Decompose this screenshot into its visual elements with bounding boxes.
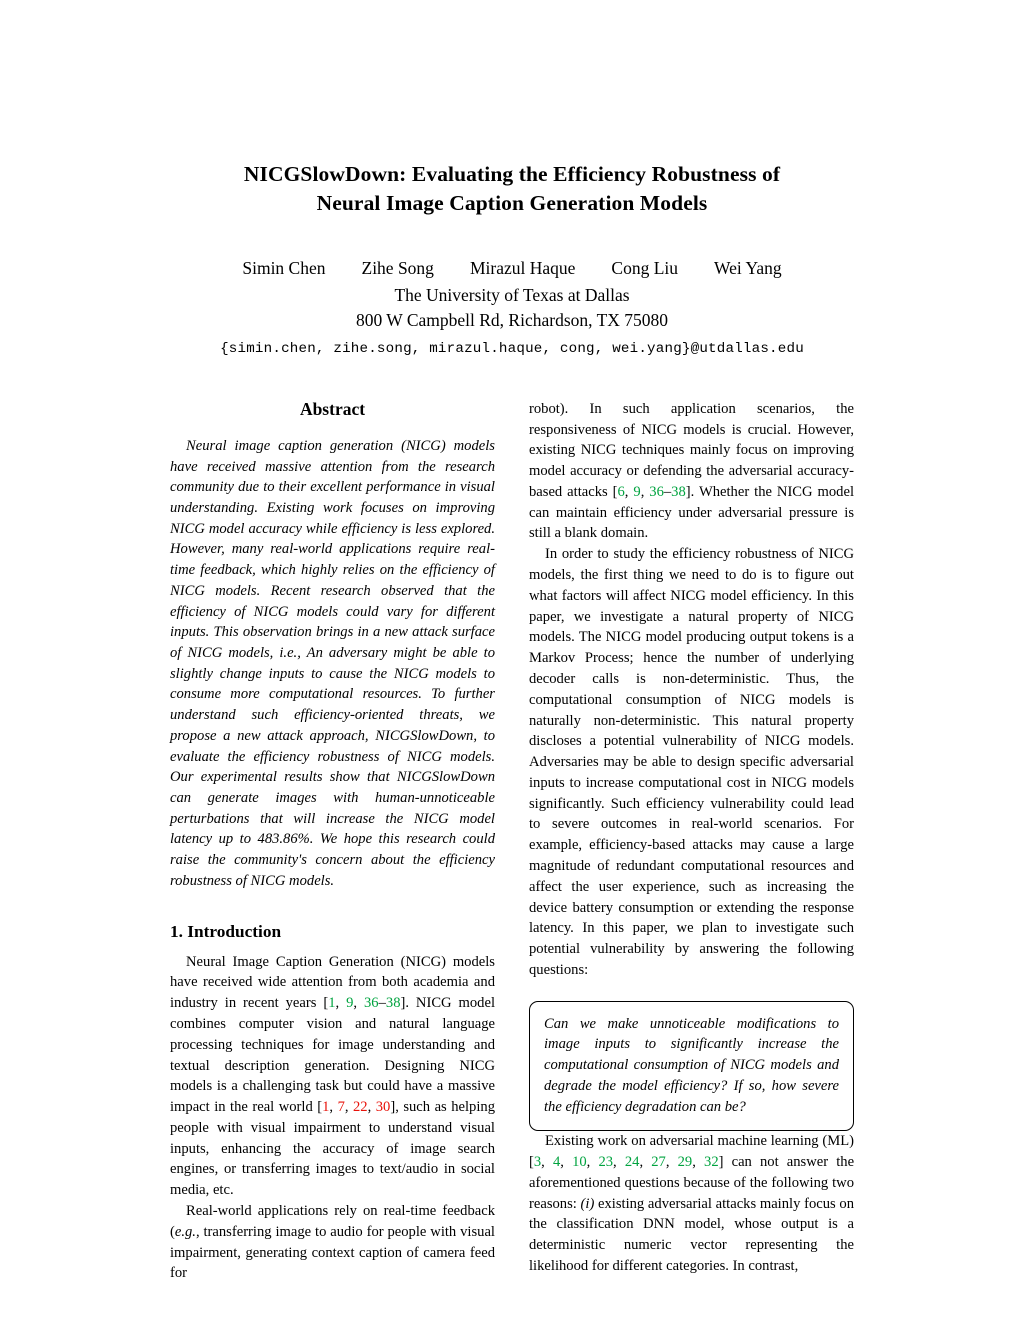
intro-p1-text-c: ], such as helping people with visual impairment to understand visual inputs, enhancing the accuracy of image search engines, or transferring images to text/audio in social media, etc.: [170, 1099, 495, 1199]
intro-p1-text-a: Neural Image Caption Generation (NICG) models have received wide attention from both academia and industry in recent years [: [170, 953, 495, 1012]
right-p1-sep: ,: [624, 483, 634, 500]
right-p3-sep: ,: [613, 1154, 625, 1171]
right-p3-italic: (i): [580, 1195, 595, 1212]
author-name: Zihe Song: [361, 258, 434, 279]
citation-link[interactable]: 6: [617, 483, 625, 500]
abstract-paragraph: Neural image caption generation (NICG) models have received massive attention from the research community due to their excellent performance in visual understanding. Existing work focuses on improving NICG model accuracy while efficiency is less explored. However, many real-world applications require real-time feedback, which highly relies on the efficiency of NICG models. Recent research observed that the efficiency of NICG models could vary for different inputs. This observation brings in a new attack surface of NICG models, i.e., An adversary might be able to slightly change inputs to cause the NICG models to consume more computational resources. To further understand such efficiency-oriented threats, we propose a new attack approach, NICGSlowDown, to evaluate the efficiency robustness of NICG models. Our experimental results show that NICGSlowDown can generate images with human-unnoticeable perturbations that will increase the NICG model latency up to 483.86%. We hope this research could raise the community's concern about the efficiency robustness of NICG models.: [170, 437, 495, 889]
citation-link[interactable]: 7: [337, 1099, 345, 1116]
research-question-text: Can we make unnoticeable modifications to image inputs to significantly increase the computational consumption of NICG models and degrade the model efficiency? If so, how severe the efficiency degradation can be?: [544, 1015, 839, 1115]
affiliation-line-1: The University of Texas at Dallas: [394, 285, 630, 306]
intro-p1-dash: –: [378, 995, 386, 1012]
right-p3-sep: ,: [639, 1154, 652, 1171]
intro-p1-sep: ,: [329, 1099, 338, 1116]
intro-p1-sep: ,: [335, 995, 347, 1012]
right-p3-sep: ,: [560, 1154, 573, 1171]
citation-link[interactable]: 10: [572, 1154, 587, 1171]
section-heading-introduction: 1. Introduction: [170, 921, 282, 941]
intro-p1-text-b: ]. NICG model combines computer vision and natural language processing techniques for image understanding and textual description generation. Designing NICG models is a challenging task but could have a massive impact in the real world [: [170, 995, 496, 1116]
citation-link[interactable]: 22: [353, 1099, 368, 1116]
citation-link[interactable]: 38: [671, 483, 686, 500]
citation-link[interactable]: 1: [322, 1099, 330, 1116]
right-p1-text-a: robot). In such application scenarios, the responsiveness of NICG models is crucial. However, existing NICG techniques mainly focus on improving model accuracy or defending the adversarial accuracy-based attacks [: [529, 400, 854, 500]
affiliation: [170, 283, 854, 334]
right-p3-text-a: Existing work on adversarial machine learning (ML) [: [529, 1133, 854, 1171]
citation-link[interactable]: 32: [704, 1154, 719, 1171]
author-emails: {simin.chen, zihe.song, mirazul.haque, cong, wei.yang}@utdallas.edu: [220, 340, 804, 357]
affiliation-line-2: 800 W Campbell Rd, Richardson, TX 75080: [355, 310, 669, 331]
author-name: Cong Liu: [611, 258, 678, 279]
citation-link[interactable]: 24: [624, 1154, 640, 1171]
right-paragraph-2: In order to study the efficiency robustness of NICG models, the first thing we need to do is to figure out what factors will affect NICG model efficiency. In this paper, we investigate a natural property of NICG models. The NICG model producing output tokens is a Markov Process; hence the number of underlying decoder calls is non-deterministic. Thus, the computational consumption of NICG models is naturally non-deterministic. This natural property discloses a potential vulnerability of NICG models. Adversaries may be able to design specific adversarial inputs to increase computational cost in NICG models significantly. Such efficiency vulnerability could lead to severe outcomes in real-world scenarios. For example, efficiency-based attacks may cause a large magnitude of redundant computational resources and affect the user experience, such as increasing the device battery consumption or extending the response latency. In this paper, we plan to investigate such potential vulnerability by answering the following questions:: [529, 546, 854, 978]
intro-p1-sep: ,: [344, 1099, 353, 1116]
intro-paragraph-1: [170, 952, 495, 1201]
left-column: [170, 399, 495, 1284]
citation-link[interactable]: 27: [651, 1154, 666, 1171]
citation-link[interactable]: 36: [649, 483, 664, 500]
right-p3-sep: ,: [586, 1154, 599, 1171]
right-paragraph-1: [529, 399, 854, 544]
author-name: Simin Chen: [242, 258, 326, 279]
intro-p2-text-a: Real-world applications rely on real-time feedback (: [170, 1202, 495, 1240]
right-p3-sep: ,: [665, 1154, 678, 1171]
citation-link[interactable]: 23: [598, 1154, 614, 1171]
right-p3-text-c: existing adversarial attacks mainly focus on the classification DNN model, whose output is a deterministic numeric vector representing the likelihood for different categories. In contrast,: [529, 1195, 854, 1274]
intro-paragraph-2: [170, 1201, 495, 1284]
citation-link[interactable]: 3: [533, 1154, 542, 1171]
author-name: Mirazul Haque: [469, 258, 576, 279]
right-p3-sep: ,: [692, 1154, 705, 1171]
citation-link[interactable]: 29: [677, 1154, 693, 1171]
right-column: [529, 399, 854, 1284]
citation-link[interactable]: 4: [552, 1154, 561, 1171]
citation-link[interactable]: 36: [364, 995, 379, 1012]
abstract-heading: Abstract: [299, 398, 366, 419]
research-question-box: [529, 1001, 854, 1132]
right-p3-text-b: ] can not answer the aforementioned questions because of the following two reasons:: [529, 1154, 855, 1212]
citation-link[interactable]: 9: [633, 483, 641, 500]
right-paragraph-3: [529, 1131, 854, 1276]
author-name: Wei Yang: [714, 258, 782, 279]
two-column-body: [170, 399, 854, 1284]
right-p1-dash: –: [663, 483, 672, 500]
author-list: [170, 258, 854, 279]
abstract-body: [170, 436, 495, 892]
paper-title-line-2: Neural Image Caption Generation Models: [316, 191, 708, 216]
right-p1-text-b: ]. Whether the NICG model can maintain efficiency under adversarial pressure is still a blank domain.: [529, 483, 854, 542]
paper-title: [170, 160, 854, 218]
intro-p2-text-b: , transferring image to audio for people with visual impairment, generating context caption of camera feed for: [170, 1223, 495, 1282]
intro-p2-italic: e.g.: [174, 1223, 196, 1240]
citation-link[interactable]: 38: [385, 995, 401, 1012]
paper-title-line-1: NICGSlowDown: Evaluating the Efficiency Robustness of: [243, 162, 781, 186]
intro-p1-sep: ,: [367, 1099, 376, 1116]
citation-link[interactable]: 1: [328, 995, 336, 1012]
right-p3-sep: ,: [541, 1154, 553, 1171]
paper-content: [170, 160, 854, 1284]
intro-p1-sep: ,: [353, 995, 364, 1012]
citation-link[interactable]: 9: [346, 995, 354, 1012]
citation-link[interactable]: 30: [375, 1099, 391, 1116]
right-p1-sep: ,: [640, 483, 650, 500]
